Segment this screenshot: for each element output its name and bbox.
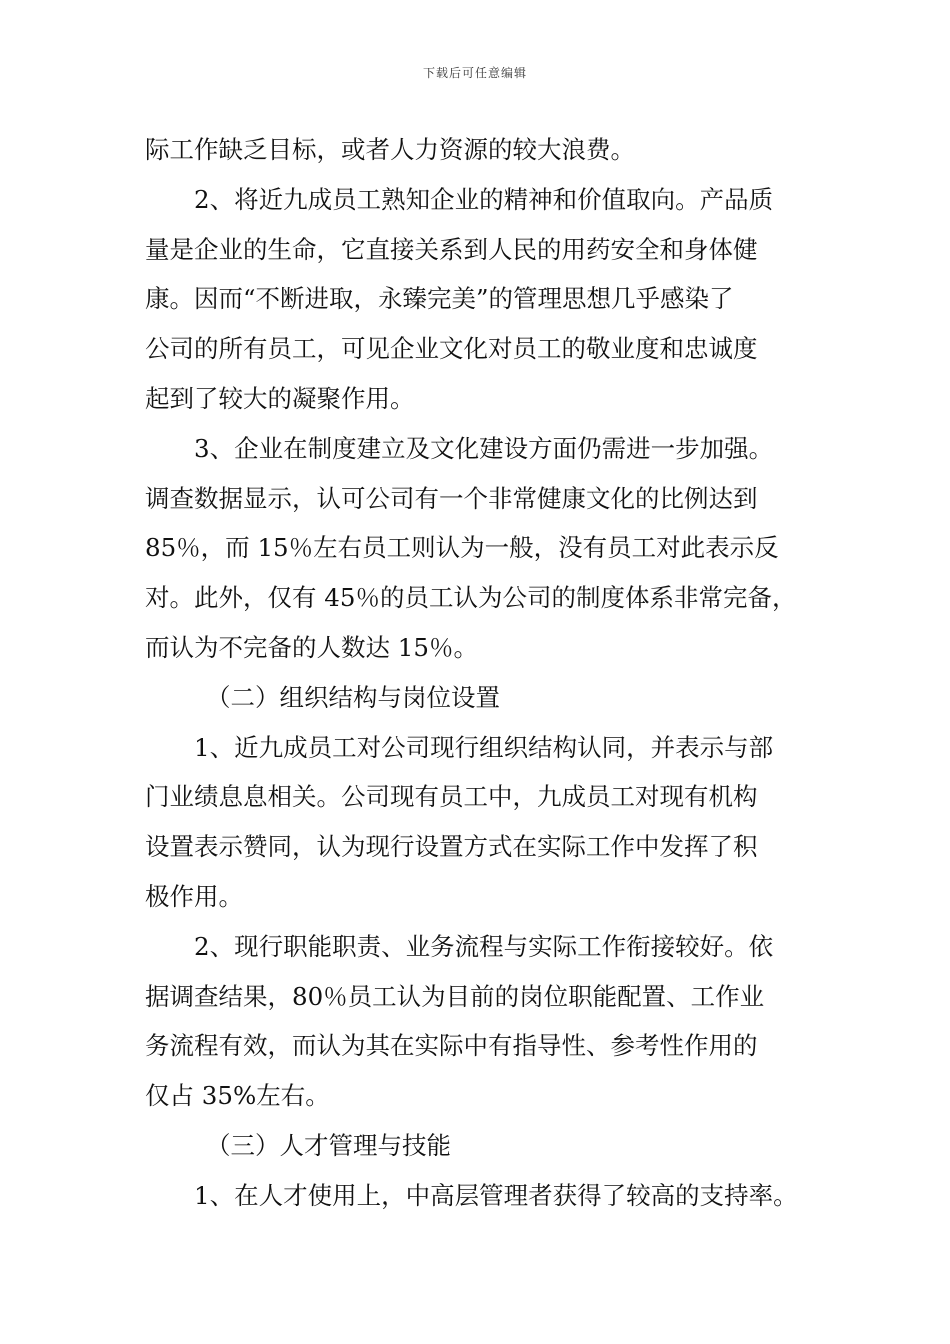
text-line: 务流程有效，而认为其在实际中有指导性、参考性作用的 xyxy=(145,1031,758,1061)
text-line: 而认为不完备的人数达 15％。 xyxy=(145,632,478,662)
text-line: 85％，而 15％左右员工则认为一般，没有员工对此表示反 xyxy=(145,533,779,563)
body-text xyxy=(145,125,813,1221)
text-line: 对。此外，仅有 45％的员工认为公司的制度体系非常完备， xyxy=(145,583,797,613)
text-line: 调查数据显示，认可公司有一个非常健康文化的比例达到 xyxy=(145,483,758,513)
text-line: 3、企业在制度建立及文化建设方面仍需进一步加强。 xyxy=(194,433,774,463)
text-line: 1、近九成员工对公司现行组织结构认同，并表示与部 xyxy=(194,732,774,762)
page-header: 下载后可任意编辑 xyxy=(422,66,527,80)
text-line: 仅占 35%左右。 xyxy=(145,1081,330,1111)
text-line: 门业绩息息相关。公司现有员工中，九成员工对现有机构 xyxy=(145,782,758,812)
text-line: 康。因而“不断进取，永臻完美”的管理思想几乎感染了 xyxy=(145,284,734,314)
text-line: 1、在人才使用上，中高层管理者获得了较高的支持率。 xyxy=(194,1180,798,1210)
text-line: 2、现行职能职责、业务流程与实际工作衔接较好。依 xyxy=(194,931,774,961)
text-line: 起到了较大的凝聚作用。 xyxy=(145,383,415,413)
text-line: 2、将近九成员工熟知企业的精神和价值取向。产品质 xyxy=(194,184,774,214)
text-line: 量是企业的生命，它直接关系到人民的用药安全和身体健 xyxy=(145,234,758,264)
section-heading: （三）人才管理与技能 xyxy=(206,1130,451,1160)
text-line: 设置表示赞同，认为现行设置方式在实际工作中发挥了积 xyxy=(145,832,758,862)
text-line: 公司的所有员工，可见企业文化对员工的敬业度和忠诚度 xyxy=(145,334,758,364)
text-line: 据调查结果，80％员工认为目前的岗位职能配置、工作业 xyxy=(145,981,765,1011)
text-line: 极作用。 xyxy=(145,881,243,911)
section-heading: （二）组织结构与岗位设置 xyxy=(206,682,500,712)
text-line: 际工作缺乏目标，或者人力资源的较大浪费。 xyxy=(145,135,635,164)
